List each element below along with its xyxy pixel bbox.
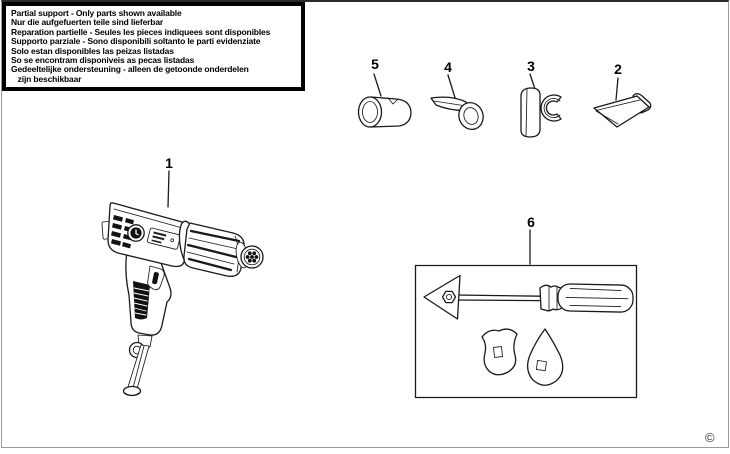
part-3-hook-nozzle [521,88,561,137]
leader-line-1 [168,171,169,207]
copyright-symbol: © [705,430,715,445]
part-4-number: 4 [444,59,452,75]
notice-line-nl-2: zijn beschikbaar [11,73,82,84]
part-2-fishtail-nozzle [594,94,651,127]
part-6-scraper-kit [416,266,637,398]
part-3-number: 3 [527,58,535,74]
scraper-handle [558,284,634,313]
notice-line-de: Nur die aufgefuerten teile sind lieferbar [11,17,164,28]
notice-line-es: Solo estan disponibles las peizas listadas [11,45,174,56]
leader-line-5 [374,74,381,96]
leader-line-2 [616,78,618,100]
notice-box [2,2,305,91]
notice-line-it: Supporto parziale - Sono disponibili soltanto le parti evidenziate [11,36,261,47]
notice-line-nl: Gedeeltelijke ondersteuning - alleen de getoonde onderdelen [11,64,249,75]
part-4-cone-nozzle [431,97,487,132]
scraper-nut [443,291,456,302]
notice-line-pt: So se encontram disponiveis as pecas listadas [11,55,195,66]
part-6-number: 6 [527,214,535,230]
part-5-round-nozzle [359,97,412,127]
part-1-number: 1 [165,155,173,171]
teardrop-blade-hole [536,360,546,370]
notice-line-fr: Reparation partielle - Seules les pieces indiquees sont disponibles [11,26,271,37]
part-2-number: 2 [614,61,622,77]
shield-blade-hole [493,347,502,358]
part-1-heat-gun [102,203,263,396]
part-5-number: 5 [371,56,379,72]
notice-line-en: Partial support - Only parts shown available [11,8,182,18]
